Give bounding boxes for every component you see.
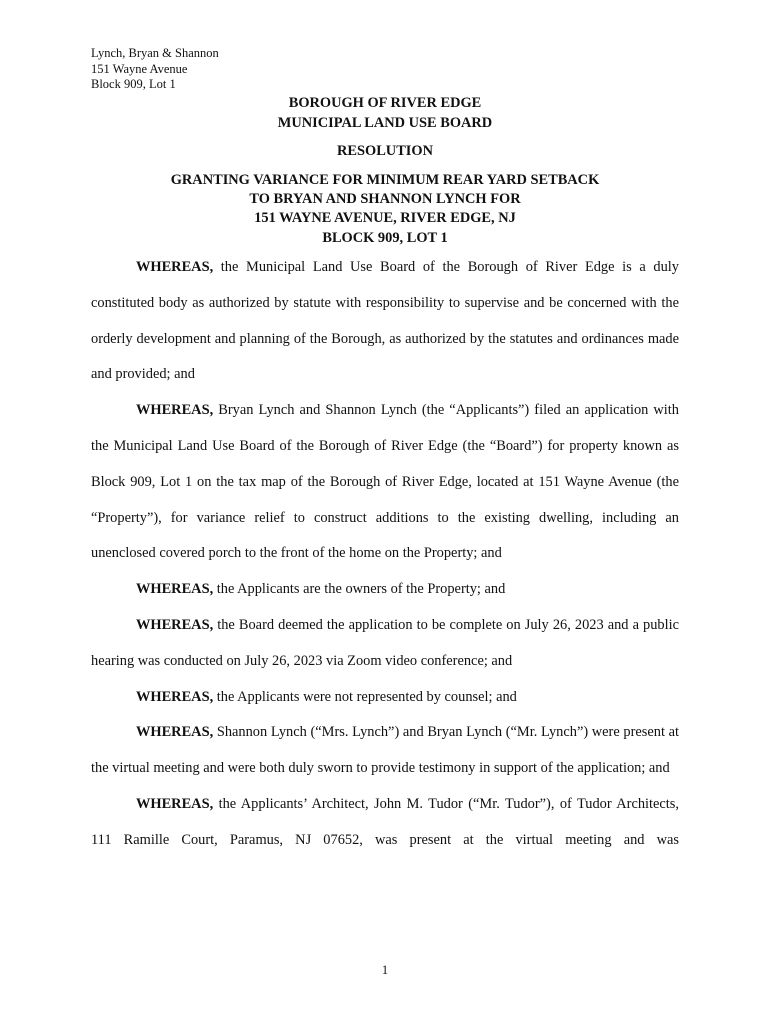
subject-line-2: TO BRYAN AND SHANNON LYNCH FOR bbox=[249, 191, 521, 208]
resolution-subject bbox=[0, 171, 770, 248]
whereas-paragraph-4 bbox=[91, 608, 679, 680]
caption-block-lot: Block 909, Lot 1 bbox=[91, 77, 176, 91]
resolution-body bbox=[91, 250, 679, 859]
board-heading bbox=[0, 94, 770, 133]
heading-borough: BOROUGH OF RIVER EDGE bbox=[288, 95, 482, 111]
caption-applicant: Lynch, Bryan & Shannon bbox=[91, 46, 219, 60]
caption-address: 151 Wayne Avenue bbox=[91, 61, 188, 76]
whereas-lead: WHEREAS, bbox=[136, 724, 214, 741]
whereas-paragraph-2 bbox=[91, 393, 679, 572]
case-caption bbox=[91, 46, 219, 93]
resolution-label: RESOLUTION bbox=[337, 143, 433, 159]
whereas-paragraph-6 bbox=[91, 715, 679, 787]
whereas-lead: WHEREAS, bbox=[136, 688, 214, 705]
whereas-lead: WHEREAS, bbox=[136, 616, 214, 633]
whereas-paragraph-5 bbox=[91, 680, 679, 716]
paragraph-text: Bryan Lynch and Shannon Lynch (the “Applicants”) filed an application with the Municipal Land Use Board of the Borough of River Edge (the “Board”) for property known as Block 909, Lot 1 on the tax map of the Borough of River Edge, located at 151 Wayne Avenue (the “Property”), for variance relief to construct additions to the existing dwelling, including an unenclosed covered porch to the front of the home on the Property; and bbox=[91, 402, 679, 562]
whereas-paragraph-7 bbox=[91, 787, 679, 859]
page-number: 1 bbox=[381, 963, 389, 977]
whereas-paragraph-1 bbox=[91, 250, 679, 393]
paragraph-text: the Board deemed the application to be complete on July 26, 2023 and a public hearing was conducted on July 26, 2023 via Zoom video conference; and bbox=[91, 616, 679, 669]
whereas-lead: WHEREAS, bbox=[136, 259, 214, 275]
subject-line-4: BLOCK 909, LOT 1 bbox=[322, 229, 448, 246]
paragraph-text: the Applicants are the owners of the Property; and bbox=[213, 581, 506, 598]
paragraph-text: the Applicants’ Architect, John M. Tudor (“Mr. Tudor”), of Tudor Architects, 111 Ramille Court, Paramus, NJ 07652, was present at the virtual meeting and was bbox=[91, 795, 679, 848]
whereas-lead: WHEREAS, bbox=[136, 581, 214, 598]
whereas-lead: WHEREAS, bbox=[136, 795, 214, 812]
heading-board: MUNICIPAL LAND USE BOARD bbox=[277, 114, 493, 131]
subject-line-1: GRANTING VARIANCE FOR MINIMUM REAR YARD SETBACK bbox=[170, 172, 600, 188]
subject-line-3: 151 WAYNE AVENUE, RIVER EDGE, NJ bbox=[254, 210, 516, 227]
paragraph-text: the Municipal Land Use Board of the Borough of River Edge is a duly constituted body as authorized by statute with responsibility to supervise and be concerned with the orderly development and planning of the Borough, as authorized by the statutes and ordinances made and provided; and bbox=[91, 259, 679, 383]
whereas-lead: WHEREAS, bbox=[136, 402, 214, 419]
whereas-paragraph-3 bbox=[91, 572, 679, 608]
paragraph-text: Shannon Lynch (“Mrs. Lynch”) and Bryan Lynch (“Mr. Lynch”) were present at the virtual meeting and were both duly sworn to provide testimony in support of the application; and bbox=[91, 724, 679, 777]
paragraph-text: the Applicants were not represented by counsel; and bbox=[213, 688, 517, 705]
